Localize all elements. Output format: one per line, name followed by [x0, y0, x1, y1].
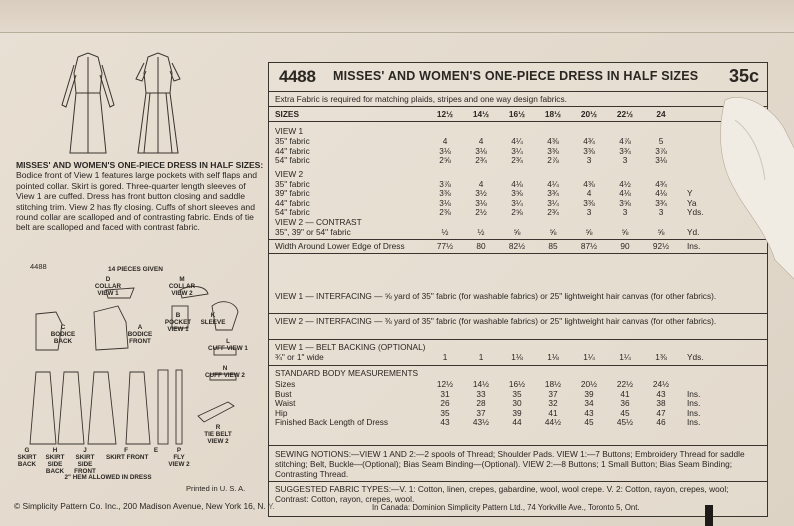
- table-cell: 3¼: [547, 197, 559, 208]
- table-cell: ⅝: [657, 226, 665, 237]
- unit-label: Yd.: [687, 226, 700, 237]
- table-cell: 3: [622, 207, 628, 217]
- rule: [269, 239, 767, 240]
- table-cell: 4: [478, 136, 484, 146]
- rule: [269, 106, 767, 107]
- table-row: [275, 418, 763, 427]
- piece-skirt-side-back: [58, 372, 84, 444]
- piece-tie-belt: [198, 402, 234, 422]
- table-cell: 16½: [508, 379, 526, 389]
- table-cell: 22½: [616, 109, 634, 119]
- table-row: [275, 228, 763, 237]
- rule: [269, 365, 767, 366]
- row-label: VIEW 2: [275, 168, 304, 179]
- table-cell: 16½: [508, 109, 526, 119]
- table-cell: 2⅝: [439, 155, 451, 165]
- table-cell: 22½: [616, 379, 634, 389]
- row-label: VIEW 1 — BELT BACKING (OPTIONAL): [275, 342, 426, 352]
- label-tie-belt: R TIE BELT VIEW 2: [204, 424, 232, 445]
- piece-bodice-front: [94, 306, 128, 350]
- piece-skirt-back: [30, 372, 56, 444]
- sewing-notions: SEWING NOTIONS:—VIEW 1 AND 2:—2 spools of Thread; Shoulder Pads. VIEW 1:—7 Buttons; Embroidery Thread for saddle stitching; Belt, Buckle—(Optional); Bias Seam Binding—(Optional). VIEW 2:—8 Buttons; 1 Small Button; Bias Seam Binding; Contrasting Thread.: [275, 449, 745, 479]
- table-cell: 2½: [475, 207, 487, 217]
- table-cell: 24: [656, 109, 666, 119]
- table-row: [275, 137, 763, 146]
- printed-in-usa: Printed in U. S. A.: [186, 484, 246, 493]
- label-cuff-view1: L CUFF VIEW 1: [208, 338, 248, 352]
- table-cell: 3⅛: [439, 145, 451, 156]
- table-cell: 20½: [580, 379, 598, 389]
- table-row: [275, 369, 763, 378]
- rule: [269, 339, 767, 340]
- extra-fabric-note: Extra Fabric is required for matching plaids, stripes and one way design fabrics.: [275, 94, 567, 104]
- pattern-price: 35c: [728, 66, 759, 86]
- table-row: [275, 380, 763, 389]
- table-cell: 1⅛: [547, 352, 559, 362]
- table-cell: 1⅜: [655, 352, 667, 362]
- table-cell: 2⅞: [547, 155, 559, 165]
- table-cell: 24½: [652, 379, 670, 389]
- table-cell: 3¼: [511, 197, 523, 208]
- table-cell: 85: [548, 240, 558, 251]
- row-label: 44" fabric: [275, 197, 310, 208]
- table-cell: 3½: [475, 188, 487, 198]
- table-cell: 4⅜: [547, 136, 559, 146]
- table-cell: 30: [512, 398, 522, 408]
- interfacing-view1: VIEW 1 — INTERFACING — ⅝ yard of 35" fabric (for washable fabrics) or 25" lightweight hair canvas (for other fabrics).: [275, 291, 717, 301]
- unit-label: Yds.: [687, 207, 704, 217]
- label-collar-view1: D COLLAR VIEW 1: [94, 276, 122, 297]
- unit-label: Ins.: [687, 407, 701, 418]
- table-cell: 4⅛: [619, 188, 631, 198]
- torn-paper-corner: [705, 90, 794, 280]
- table-cell: 3: [586, 207, 592, 217]
- table-cell: 3⅜: [547, 145, 559, 156]
- table-cell: 90: [620, 240, 630, 251]
- table-cell: 44: [512, 417, 522, 427]
- table-cell: 36: [620, 398, 630, 408]
- row-label: SIZES: [275, 109, 299, 119]
- table-cell: 1⅛: [511, 352, 523, 362]
- table-cell: 2⅝: [511, 207, 523, 217]
- row-label: 35" fabric: [275, 136, 310, 146]
- table-cell: 4¾: [583, 136, 595, 146]
- table-cell: 87½: [580, 240, 598, 251]
- table-cell: 3⅜: [583, 145, 595, 156]
- table-cell: 3⅜: [439, 188, 451, 198]
- table-cell: 45: [584, 417, 594, 427]
- table-cell: 43: [584, 407, 594, 418]
- table-cell: 12½: [436, 109, 454, 119]
- table-cell: 3: [658, 207, 664, 217]
- piece-fly: [176, 370, 182, 444]
- unit-label: Ins.: [687, 417, 701, 427]
- pattern-number: 4488: [279, 67, 316, 86]
- table-cell: 32: [548, 398, 558, 408]
- table-cell: 4: [586, 188, 592, 198]
- table-cell: ½: [441, 226, 449, 237]
- table-cell: 3¾: [655, 197, 667, 208]
- table-row: [275, 170, 763, 179]
- table-cell: 2¾: [475, 155, 487, 165]
- description-title: MISSES' AND WOMEN'S ONE-PIECE DRESS IN HALF SIZES:: [16, 160, 264, 170]
- rule: [269, 313, 767, 314]
- dress-illustrations: [40, 45, 240, 160]
- table-cell: 43½: [472, 417, 490, 427]
- table-cell: 26: [440, 398, 450, 408]
- table-cell: 3⅞: [439, 178, 451, 189]
- unit-label: Ya: [687, 197, 697, 208]
- interfacing-view2: VIEW 2 — INTERFACING — ⅜ yard of 35" fabric (for washable fabrics) or 25" lightweight hair canvas (for other fabrics).: [275, 316, 717, 326]
- table-cell: 3⅛: [475, 197, 487, 208]
- label-collar-view2: M COLLAR VIEW 2: [168, 276, 196, 297]
- unit-label: Ins.: [687, 388, 701, 399]
- label-skirt-side-back: H SKIRT SIDE BACK: [45, 447, 65, 475]
- table-row: [275, 353, 763, 362]
- table-cell: 28: [476, 398, 486, 408]
- table-row: [275, 343, 763, 352]
- table-cell: 3⅛: [655, 155, 667, 165]
- rule: [269, 481, 767, 482]
- row-label: 39" fabric: [275, 188, 310, 198]
- table-cell: 4¼: [511, 136, 523, 146]
- row-label: Hip: [275, 407, 288, 418]
- table-cell: 45½: [616, 417, 634, 427]
- table-cell: 14½: [472, 379, 490, 389]
- piece-e: [158, 370, 168, 444]
- table-row: [275, 127, 763, 136]
- suggested-fabric-types: SUGGESTED FABRIC TYPES:—V. 1: Cotton, linen, crepes, gabardine, wool, wool crepe. V. 2: Cotton, rayon, crepes, wool; Contrast: Cotton, rayon, crepes, wool.: [275, 484, 729, 504]
- table-cell: 3⅜: [583, 197, 595, 208]
- label-fly-view2: P FLY VIEW 2: [168, 447, 190, 468]
- table-cell: 1¼: [619, 352, 631, 362]
- table-cell: 34: [584, 398, 594, 408]
- table-cell: 12½: [436, 379, 454, 389]
- label-skirt-side-front: J SKIRT SIDE FRONT: [74, 447, 96, 475]
- canada-note: In Canada: Dominion Simplicity Pattern Ltd., 74 Yorkville Ave., Toronto 5, Ont.: [372, 503, 640, 512]
- row-label: VIEW 2 — CONTRAST: [275, 216, 362, 227]
- table-cell: 3⅛: [475, 145, 487, 156]
- table-cell: 3⅞: [655, 145, 667, 156]
- table-cell: 2¾: [547, 207, 559, 217]
- table-cell: 4⅛: [511, 178, 523, 189]
- row-label: Finished Back Length of Dress: [275, 417, 388, 427]
- table-cell: ⅝: [585, 226, 593, 237]
- chart-header: [269, 63, 767, 92]
- row-label: STANDARD BODY MEASUREMENTS: [275, 368, 419, 378]
- table-row: [275, 110, 763, 119]
- table-cell: 3¾: [547, 188, 559, 198]
- table-cell: 4¾: [655, 178, 667, 189]
- table-cell: 37: [476, 407, 486, 418]
- table-cell: 82½: [508, 240, 526, 251]
- table-cell: 4⅜: [583, 178, 595, 189]
- unit-label: Ins.: [687, 398, 701, 408]
- label-pocket-view1: B POCKET VIEW 1: [164, 312, 192, 333]
- row-label: VIEW 1: [275, 126, 304, 136]
- label-bodice-front: A BODICE FRONT: [127, 324, 153, 345]
- label-piece-e: E: [153, 447, 159, 454]
- table-row: [275, 218, 763, 227]
- table-cell: ⅝: [621, 226, 629, 237]
- table-cell: 35: [440, 407, 450, 418]
- table-cell: 18½: [544, 109, 562, 119]
- table-cell: 3⅝: [511, 188, 523, 198]
- table-cell: 1¼: [583, 352, 595, 362]
- label-skirt-front: F SKIRT FRONT: [106, 447, 149, 461]
- table-cell: ½: [477, 226, 485, 237]
- row-label: Width Around Lower Edge of Dress: [275, 240, 405, 251]
- table-cell: 3⅝: [619, 197, 631, 208]
- table-cell: 41: [620, 388, 630, 399]
- pieces-given: 14 PIECES GIVEN: [108, 266, 163, 273]
- dress-view2-back-sketch: [136, 53, 180, 153]
- piece-skirt-front: [126, 372, 150, 444]
- unit-label: Ins.: [687, 240, 701, 251]
- table-cell: 1: [442, 352, 448, 362]
- piece-skirt-side-front: [88, 372, 116, 444]
- fold-line: [0, 32, 794, 33]
- table-cell: 3¼: [511, 145, 523, 156]
- row-label: 54" fabric: [275, 207, 310, 217]
- row-label: 54" fabric: [275, 155, 310, 165]
- table-cell: 47: [656, 407, 666, 418]
- label-skirt-back: G SKIRT BACK: [17, 447, 37, 468]
- table-cell: 4: [442, 136, 448, 146]
- table-row: [275, 399, 763, 408]
- table-cell: 18½: [544, 379, 562, 389]
- row-label: 35" fabric: [275, 178, 310, 189]
- label-bodice-back: C BODICE BACK: [50, 324, 76, 345]
- label-sleeve: K SLEEVE: [200, 312, 226, 326]
- pattern-description: [16, 160, 264, 233]
- table-cell: 4: [478, 178, 484, 189]
- table-cell: 37: [548, 388, 558, 399]
- table-cell: 80: [476, 240, 486, 251]
- table-cell: 4⅞: [619, 136, 631, 146]
- table-cell: 3¾: [619, 145, 631, 156]
- edge-shadow: [705, 505, 713, 526]
- seam-note: 2" HEM ALLOWED IN DRESS: [64, 474, 152, 481]
- table-cell: ⅝: [549, 226, 557, 237]
- table-cell: 43: [440, 417, 450, 427]
- envelope-flap: [0, 0, 794, 32]
- copyright: © Simplicity Pattern Co. Inc., 200 Madison Avenue, New York 16, N. Y.: [14, 501, 275, 511]
- table-row: [275, 189, 763, 198]
- table-cell: 46: [656, 417, 666, 427]
- description-body: Bodice front of View 1 features large pockets with self flaps and pointed collar. Skirt is gored. Three-quarter length sleeves of View 1 are cuffed. Dress has front button closing and saddle stitching trim. View 2 has fly closing. Cuffs of short sleeves and round collar are scalloped and of contrasting fabric. Ends of tie belt are scalloped and faced with contrast fabric.: [16, 170, 258, 233]
- table-cell: 39: [512, 407, 522, 418]
- table-cell: 33: [476, 388, 486, 399]
- table-cell: 43: [656, 388, 666, 399]
- rule: [269, 121, 767, 122]
- dress-view1-back-sketch: [62, 53, 114, 153]
- table-cell: 4¼: [547, 178, 559, 189]
- rule: [269, 445, 767, 446]
- pattern-title: MISSES' AND WOMEN'S ONE-PIECE DRESS IN HALF SIZES: [333, 69, 699, 83]
- table-cell: 5: [658, 136, 664, 146]
- table-cell: 3: [586, 155, 592, 165]
- table-cell: 39: [584, 388, 594, 399]
- table-cell: 38: [656, 398, 666, 408]
- table-cell: 3: [622, 155, 628, 165]
- table-cell: 44½: [544, 417, 562, 427]
- label-cuff-view2: N CUFF VIEW 2: [205, 365, 245, 379]
- table-cell: 77½: [436, 240, 454, 251]
- rule: [269, 253, 767, 254]
- table-cell: 1: [478, 352, 484, 362]
- row-label: Sizes: [275, 379, 296, 389]
- table-row: [275, 156, 763, 165]
- table-cell: 41: [548, 407, 558, 418]
- table-row: [275, 242, 763, 251]
- table-cell: 2¾: [511, 155, 523, 165]
- row-label: 35", 39" or 54" fabric: [275, 226, 351, 237]
- yardage-chart-panel: [268, 62, 768, 517]
- row-label: Waist: [275, 398, 296, 408]
- small-pattern-number: 4488: [30, 262, 47, 271]
- row-label: 44" fabric: [275, 145, 310, 156]
- table-cell: 92½: [652, 240, 670, 251]
- row-label: Bust: [275, 388, 292, 399]
- table-cell: 2⅜: [439, 207, 451, 217]
- unit-label: Yds.: [687, 352, 704, 362]
- table-cell: ⅝: [513, 226, 521, 237]
- table-cell: 3⅛: [439, 197, 451, 208]
- table-cell: 35: [512, 388, 522, 399]
- table-cell: 31: [440, 388, 450, 399]
- table-cell: 45: [620, 407, 630, 418]
- unit-label: Y: [687, 188, 693, 198]
- table-cell: 4⅛: [655, 188, 667, 198]
- table-cell: 20½: [580, 109, 598, 119]
- table-cell: 14½: [472, 109, 490, 119]
- table-cell: 4½: [619, 178, 631, 189]
- row-label: ¾" or 1" wide: [275, 352, 324, 362]
